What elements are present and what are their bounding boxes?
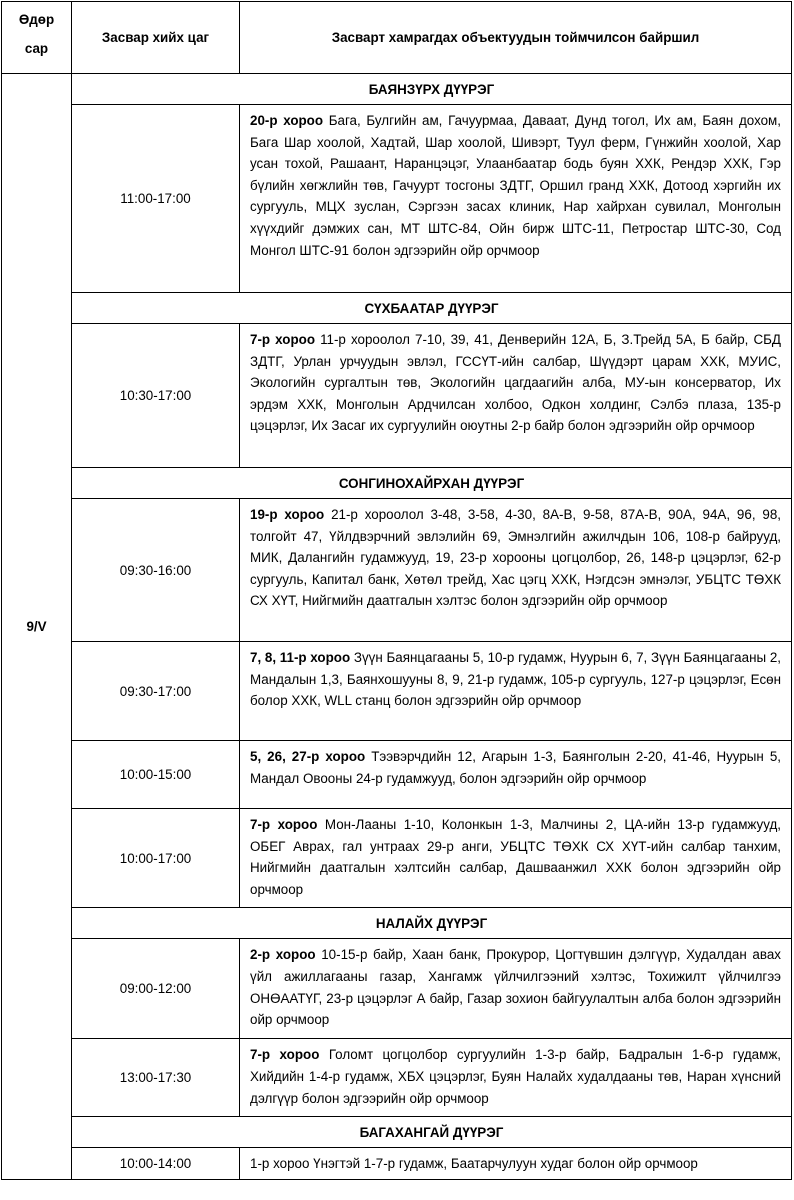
repair-location [240,741,792,809]
khoroo-label: 7-р хороо [250,1047,320,1063]
khoroo-label: 20-р хороо [250,113,324,128]
district-name: БАЯНЗҮРХ ДҮҮРЭГ [72,74,792,105]
table-row [2,1039,792,1117]
repair-location [240,324,792,468]
repair-time: 13:00-17:30 [72,1039,240,1117]
location-list: Тээвэрчдийн 12, Агарын 1-3, Баянголын 2-20, 41-46, Нуурын 5, Мандал Овооны 24-р гудамжууд, болон эдгээрийн ойр орчмоор [250,749,781,786]
district-name: СОНГИНОХАЙРХАН ДҮҮРЭГ [72,468,792,499]
repair-location [240,1148,792,1180]
header-location: Засварт хамрагдах объектуудын тоймчилсон байршил [240,2,792,74]
table-row [2,105,792,293]
table-row [2,1148,792,1180]
repair-location [240,642,792,741]
repair-time: 11:00-17:00 [72,105,240,293]
repair-location [240,105,792,293]
location-list: 21-р хороолол 3-48, 3-58, 4-30, 8А-В, 9-58, 87А-В, 90А, 94А, 96, 98, толгойт 47, Үйлдвэрчний эвлэлийн 69, Эмнэлгийн ажилчдын 106, 108-р байрууд, МИК, Далангийн гудамжууд, 19, 23-р хорооны цогцолбор, 26, 148-р цэцэрлэг, 62-р сургууль, Капитал банк, Хөтөл трейд, Хас цэгц ХХК, Нэгдсэн эмнэлэг, УБЦТС ТӨХК СХ ХҮТ, Нийгмийн даатгалын хэлтэс болон эдгээрийн ойр орчмоор [250,507,781,609]
table-row [2,939,792,1039]
location-list: Бага, Булгийн ам, Гачуурмаа, Даваат, Дунд тогол, Их ам, Баян дохом, Бага Шар хоолой, Хадтай, Шар хоолой, Шивэрт, Туул ферм, Гүнжийн хоолой, Хар усан тохой, Рашаант, Наранцэцэг, Улаанбаатар бодь буян ХХК, Рендэр ХХК, Гэр бүлийн хөгжлийн төв, Гачуурт тосгоны ЗДТГ, Оршил гранд ХХК, Дотоод хэргийн их сургууль, МЦХ зуслан, Сэргээн засах клиник, Нар хайрхан сувилал, Монголын хүүхдийг дэмжих сан, МТ ШТС-84, Ойн бирж ШТС-11, Петростар ШТС-30, Сод Монгол ШТС-91 болон эдгээрийн ойр орчмоор [250,113,781,258]
repair-time: 10:00-15:00 [72,741,240,809]
location-list: 1-р хороо Үнэгтэй 1-7-р гудамж, Баатарчулуун худаг болон ойр орчмоор [250,1155,698,1171]
district-row-songinokhairkhan [2,468,792,499]
khoroo-label: 19-р хороо [250,507,325,522]
repair-time: 10:30-17:00 [72,324,240,468]
table-row [2,499,792,642]
repair-time: 09:00-12:00 [72,939,240,1039]
header-date-line1: Өдөр [18,12,55,27]
district-row-bayanzurkh [2,74,792,105]
repair-time: 10:00-17:00 [72,809,240,908]
table-row [2,741,792,809]
repair-location [240,939,792,1039]
district-name: НАЛАЙХ ДҮҮРЭГ [72,908,792,939]
district-row-nalaikh [2,908,792,939]
khoroo-label: 7-р хороо [250,817,318,832]
date-cell: 9/V [2,74,72,1180]
location-list: Зүүн Баянцагааны 5, 10-р гудамж, Нуурын 6, 7, Зүүн Баянцагааны 2, Мандалын 1,3, Баянхошууны 8, 9, 21-р гудамж, 105-р сургууль, 127-р цэцэрлэг, Есөн болор ХХК, WLL станц болон эдгээрийн ойр орчмоор [250,650,781,709]
khoroo-label: 7, 8, 11-р хороо [250,650,351,665]
repair-time: 09:30-17:00 [72,642,240,741]
location-list: Голомт цогцолбор сургуулийн 1-3-р байр, Бадралын 1-6-р гудамж, Хийдийн 1-4-р гудамж, ХБХ цэцэрлэг, Буян Налайх худалдааны төв, Наран хүнсний дэлгүүр болон эдгээрийн ойр орчмоор [250,1047,781,1106]
repair-location [240,809,792,908]
khoroo-label: 2-р хороо [250,947,316,963]
repair-location [240,1039,792,1117]
table-row [2,642,792,741]
repair-location [240,499,792,642]
khoroo-label: 5, 26, 27-р хороо [250,749,366,764]
header-row [2,2,792,74]
table-row [2,809,792,908]
repair-time: 09:30-16:00 [72,499,240,642]
table-row [2,324,792,468]
location-list: Мон-Лааны 1-10, Колонкын 1-3, Малчины 2, ЦА-ийн 13-р гудамжууд, ОБЕГ Аврах, гал унтраах 29-р анги, УБЦТС ТӨХК СХ ХҮТ-ийн салбар танхим, Нийгмийн даатгалын хэлтсийн салбар, Дашваанжил ХХК болон эдгээрийн ойр орчмоор [250,817,781,897]
header-date-line2: сар [24,41,49,56]
outage-schedule-table [1,1,792,1180]
repair-time: 10:00-14:00 [72,1148,240,1180]
khoroo-label: 7-р хороо [250,332,315,347]
district-row-bagakhangai [2,1117,792,1148]
header-time: Засвар хийх цаг [72,2,240,74]
district-row-sukhbaatar [2,293,792,324]
district-name: БАГАХАНГАЙ ДҮҮРЭГ [72,1117,792,1148]
header-date [2,2,72,74]
location-list: 11-р хороолол 7-10, 39, 41, Денверийн 12А, Б, З.Трейд 5А, Б байр, СБД ЗДТГ, Урлан урчуудын эвлэл, ГССҮТ-ийн салбар, Шүүдэрт царам ХХК, МУИС, Экологийн сургалтын төв, Экологийн цагдаагийн алба, МУ-ын консерватор, Их эрдэм ХХК, Монголын Ардчилсан холбоо, Одкон холдинг, Сэлбэ плаза, 135-р цэцэрлэг, Их Засаг их сургуулийн оюутны 2-р байр болон эдгээрийн ойр орчмоор [250,332,781,434]
district-name: СҮХБААТАР ДҮҮРЭГ [72,293,792,324]
location-list: 10-15-р байр, Хаан банк, Прокурор, Цогтүвшин дэлгүүр, Худалдан авах үйл ажиллагааны газар, Хангамж үйлчилгээний хэлтэс, Тохижилт үйлчилгээ ОНӨААТҮГ, 23-р цэцэрлэг А байр, Газар зохион байгуулалтын алба болон эдгээрийн ойр орчмоор [250,947,781,1028]
